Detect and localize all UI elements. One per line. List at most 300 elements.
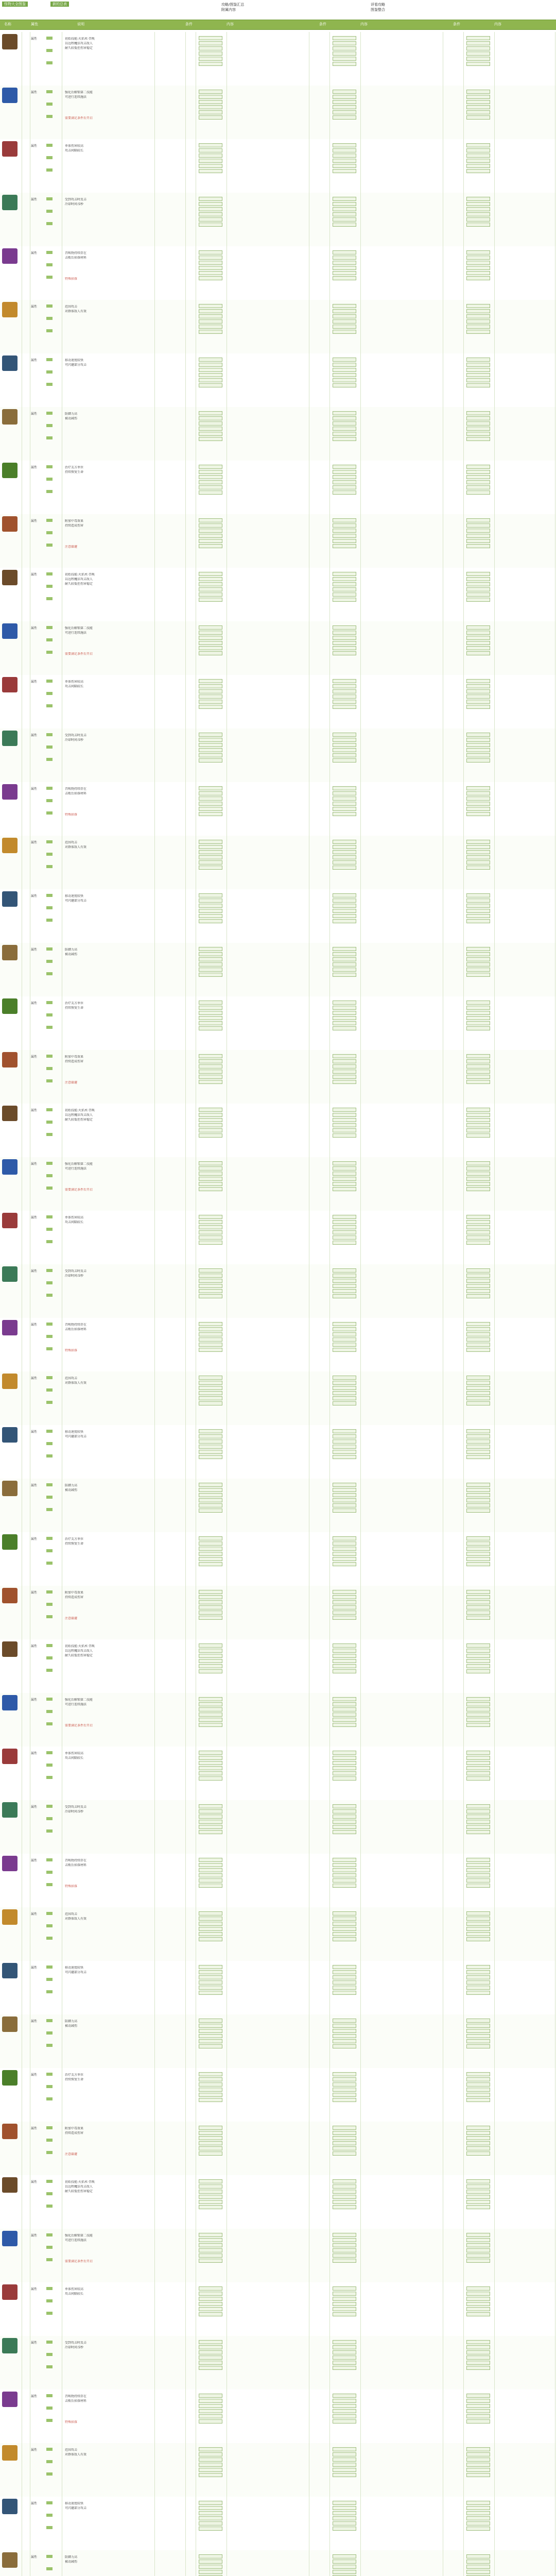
checkbox[interactable] [333,1820,356,1824]
checkbox[interactable] [333,1825,356,1829]
checkbox[interactable] [333,271,356,275]
checkbox[interactable] [333,679,356,683]
checkbox[interactable] [466,1917,490,1921]
checkbox[interactable] [466,46,490,50]
checkbox[interactable] [466,893,490,897]
checkbox[interactable] [466,1021,490,1025]
checkbox[interactable] [199,1878,222,1883]
checkbox[interactable] [199,250,222,255]
checkbox[interactable] [466,383,490,387]
checkbox[interactable] [199,523,222,528]
checkbox[interactable] [199,1113,222,1117]
checkbox[interactable] [333,518,356,522]
checkbox[interactable] [466,1595,490,1599]
checkbox[interactable] [333,2366,356,2370]
checkbox[interactable] [199,2044,222,2048]
checkbox[interactable] [333,325,356,329]
checkbox[interactable] [466,1605,490,1609]
checkbox[interactable] [199,1118,222,1122]
checkbox[interactable] [333,2307,356,2311]
checkbox[interactable] [199,2286,222,2291]
checkbox[interactable] [333,378,356,382]
checkbox[interactable] [199,1595,222,1599]
checkbox[interactable] [199,261,222,265]
checkbox[interactable] [199,1187,222,1191]
checkbox[interactable] [466,866,490,870]
checkbox[interactable] [333,46,356,50]
checkbox[interactable] [466,1070,490,1074]
checkbox[interactable] [466,1455,490,1459]
checkbox[interactable] [199,2521,222,2526]
checkbox[interactable] [466,2516,490,2520]
checkbox[interactable] [333,684,356,688]
checkbox[interactable] [199,2361,222,2365]
checkbox[interactable] [466,855,490,859]
checkbox[interactable] [466,1182,490,1186]
checkbox[interactable] [199,2253,222,2258]
checkbox[interactable] [333,1166,356,1171]
checkbox[interactable] [466,2248,490,2252]
checkbox[interactable] [466,1761,490,1765]
checkbox[interactable] [333,1616,356,1620]
checkbox[interactable] [333,973,356,977]
checkbox[interactable] [199,582,222,586]
checkbox[interactable] [333,1595,356,1599]
checkbox[interactable] [466,582,490,586]
checkbox[interactable] [333,1707,356,1711]
checkbox[interactable] [199,100,222,104]
checkbox[interactable] [466,1220,490,1224]
checkbox[interactable] [199,154,222,158]
checkbox[interactable] [199,534,222,538]
checkbox[interactable] [333,2355,356,2360]
checkbox[interactable] [199,1707,222,1711]
checkbox[interactable] [466,1118,490,1122]
checkbox[interactable] [199,518,222,522]
checkbox[interactable] [199,110,222,114]
checkbox[interactable] [466,1006,490,1010]
checkbox[interactable] [199,1230,222,1234]
checkbox[interactable] [466,684,490,688]
checkbox[interactable] [199,1493,222,1497]
checkbox[interactable] [333,1177,356,1181]
checkbox[interactable] [466,36,490,40]
checkbox[interactable] [333,2034,356,2038]
checkbox[interactable] [333,1503,356,1507]
checkbox[interactable] [199,2414,222,2418]
checkbox[interactable] [466,577,490,581]
checkbox[interactable] [199,159,222,163]
checkbox[interactable] [199,2126,222,2130]
checkbox[interactable] [466,1332,490,1336]
checkbox[interactable] [466,1756,490,1760]
checkbox[interactable] [333,840,356,844]
checkbox[interactable] [333,485,356,489]
checkbox[interactable] [199,2560,222,2564]
checkbox[interactable] [333,470,356,474]
checkbox[interactable] [199,1386,222,1390]
checkbox[interactable] [199,2039,222,2043]
checkbox[interactable] [466,1600,490,1604]
checkbox[interactable] [199,256,222,260]
checkbox[interactable] [333,1268,356,1273]
checkbox[interactable] [199,2093,222,2097]
checkbox[interactable] [199,1498,222,1502]
checkbox[interactable] [466,1878,490,1883]
checkbox[interactable] [466,812,490,816]
checkbox[interactable] [333,169,356,173]
checkbox[interactable] [466,807,490,811]
checkbox[interactable] [333,1128,356,1132]
checkbox[interactable] [199,2292,222,2296]
checkbox[interactable] [199,1401,222,1405]
checkbox[interactable] [466,1980,490,1985]
checkbox[interactable] [333,319,356,324]
checkbox[interactable] [333,330,356,334]
checkbox[interactable] [333,1483,356,1487]
checkbox[interactable] [466,309,490,313]
checkbox[interactable] [199,1006,222,1010]
checkbox[interactable] [199,1429,222,1433]
checkbox[interactable] [199,1268,222,1273]
checkbox[interactable] [466,110,490,114]
checkbox[interactable] [199,1172,222,1176]
checkbox[interactable] [466,1498,490,1502]
checkbox[interactable] [333,2521,356,2526]
checkbox[interactable] [466,2151,490,2156]
checkbox[interactable] [333,57,356,61]
checkbox[interactable] [199,485,222,489]
checkbox[interactable] [199,2307,222,2311]
checkbox[interactable] [199,1241,222,1245]
checkbox[interactable] [333,1322,356,1326]
checkbox[interactable] [199,2184,222,2189]
checkbox[interactable] [466,1235,490,1240]
checkbox[interactable] [466,2238,490,2242]
checkbox[interactable] [199,2468,222,2472]
checkbox[interactable] [333,1284,356,1288]
checkbox[interactable] [466,840,490,844]
checkbox[interactable] [333,411,356,415]
checkbox[interactable] [466,2473,490,2477]
checkbox[interactable] [199,1381,222,1385]
checkbox[interactable] [466,1965,490,1969]
checkbox[interactable] [333,1327,356,1331]
checkbox[interactable] [333,1873,356,1877]
checkbox[interactable] [466,2565,490,2569]
checkbox[interactable] [199,947,222,951]
checkbox[interactable] [466,694,490,699]
checkbox[interactable] [199,411,222,415]
checkbox[interactable] [199,95,222,99]
checkbox[interactable] [466,705,490,709]
checkbox[interactable] [199,1664,222,1668]
checkbox[interactable] [199,796,222,801]
checkbox[interactable] [333,2297,356,2301]
checkbox[interactable] [199,968,222,972]
checkbox[interactable] [333,1054,356,1058]
checkbox[interactable] [333,651,356,655]
checkbox[interactable] [199,416,222,420]
checkbox[interactable] [199,202,222,206]
checkbox[interactable] [199,1294,222,1298]
checkbox[interactable] [333,2292,356,2296]
checkbox[interactable] [466,411,490,415]
checkbox[interactable] [333,2458,356,2462]
checkbox[interactable] [199,1376,222,1380]
checkbox[interactable] [466,164,490,168]
checkbox[interactable] [333,2131,356,2135]
checkbox[interactable] [199,544,222,548]
checkbox[interactable] [199,2501,222,2505]
checkbox[interactable] [333,1064,356,1069]
checkbox[interactable] [199,2340,222,2344]
checkbox[interactable] [333,1557,356,1561]
checkbox[interactable] [333,2253,356,2258]
checkbox[interactable] [199,2297,222,2301]
checkbox[interactable] [466,432,490,436]
checkbox[interactable] [466,733,490,737]
checkbox[interactable] [199,1766,222,1770]
checkbox[interactable] [466,475,490,479]
checkbox[interactable] [466,1279,490,1283]
checkbox[interactable] [466,957,490,961]
checkbox[interactable] [466,2527,490,2531]
checkbox[interactable] [466,919,490,923]
checkbox[interactable] [199,904,222,908]
checkbox[interactable] [199,57,222,61]
checkbox[interactable] [466,2072,490,2076]
checkbox[interactable] [466,1937,490,1941]
checkbox[interactable] [199,2233,222,2237]
checkbox[interactable] [333,812,356,816]
checkbox[interactable] [333,1391,356,1395]
checkbox[interactable] [466,1322,490,1326]
checkbox[interactable] [466,1986,490,1990]
checkbox[interactable] [466,1434,490,1438]
checkbox[interactable] [466,651,490,655]
checkbox[interactable] [199,2302,222,2306]
checkbox[interactable] [333,1172,356,1176]
checkbox[interactable] [199,368,222,372]
checkbox[interactable] [333,1113,356,1117]
checkbox[interactable] [333,2205,356,2209]
checkbox[interactable] [466,2131,490,2135]
checkbox[interactable] [199,1289,222,1293]
checkbox[interactable] [466,148,490,152]
checkbox[interactable] [466,2355,490,2360]
checkbox[interactable] [466,968,490,972]
checkbox[interactable] [466,534,490,538]
checkbox[interactable] [333,592,356,597]
checkbox[interactable] [466,330,490,334]
checkbox[interactable] [466,304,490,308]
checkbox[interactable] [199,1322,222,1326]
checkbox[interactable] [466,1493,490,1497]
checkbox[interactable] [199,919,222,923]
checkbox[interactable] [333,796,356,801]
checkbox[interactable] [333,1016,356,1020]
checkbox[interactable] [466,2292,490,2296]
checkbox[interactable] [466,2458,490,2462]
checkbox[interactable] [466,529,490,533]
checkbox[interactable] [333,1455,356,1459]
checkbox[interactable] [333,539,356,543]
checkbox[interactable] [466,41,490,45]
checkbox[interactable] [333,1343,356,1347]
checkbox[interactable] [199,1161,222,1165]
checkbox[interactable] [199,2565,222,2569]
checkbox[interactable] [333,261,356,265]
checkbox[interactable] [333,1289,356,1293]
checkbox[interactable] [199,587,222,591]
checkbox[interactable] [333,914,356,918]
checkbox[interactable] [199,1123,222,1127]
checkbox[interactable] [199,807,222,811]
checkbox[interactable] [333,1664,356,1668]
checkbox[interactable] [199,271,222,275]
checkbox[interactable] [466,2297,490,2301]
checkbox[interactable] [199,2146,222,2150]
checkbox[interactable] [199,2355,222,2360]
checkbox[interactable] [199,1751,222,1755]
checkbox[interactable] [333,1429,356,1433]
checkbox[interactable] [199,1932,222,1936]
checkbox[interactable] [466,1001,490,1005]
checkbox[interactable] [333,1294,356,1298]
checkbox[interactable] [333,529,356,533]
checkbox[interactable] [333,1541,356,1546]
checkbox[interactable] [199,845,222,849]
checkbox[interactable] [333,1133,356,1138]
checkbox[interactable] [199,1562,222,1566]
checkbox[interactable] [199,212,222,216]
checkbox[interactable] [333,2136,356,2140]
checkbox[interactable] [466,2312,490,2316]
checkbox[interactable] [333,207,356,211]
checkbox[interactable] [466,2146,490,2150]
checkbox[interactable] [199,705,222,709]
checkbox[interactable] [199,1761,222,1765]
checkbox[interactable] [466,2024,490,2028]
checkbox[interactable] [333,1434,356,1438]
checkbox[interactable] [466,1289,490,1293]
checkbox[interactable] [333,909,356,913]
checkbox[interactable] [333,2463,356,2467]
checkbox[interactable] [333,1552,356,1556]
checkbox[interactable] [199,1450,222,1454]
checkbox[interactable] [199,1825,222,1829]
checkbox[interactable] [466,791,490,795]
checkbox[interactable] [333,110,356,114]
checkbox[interactable] [199,791,222,795]
checkbox[interactable] [333,309,356,313]
checkbox[interactable] [333,95,356,99]
checkbox[interactable] [333,2560,356,2564]
checkbox[interactable] [466,909,490,913]
tab-left[interactable]: 怪物大全图鉴 [2,2,28,7]
checkbox[interactable] [199,753,222,757]
checkbox[interactable] [333,159,356,163]
checkbox[interactable] [199,1220,222,1224]
checkbox[interactable] [333,1161,356,1165]
checkbox[interactable] [466,1327,490,1331]
checkbox[interactable] [466,202,490,206]
checkbox[interactable] [199,2452,222,2456]
checkbox[interactable] [199,2259,222,2263]
checkbox[interactable] [333,1702,356,1706]
checkbox[interactable] [333,2141,356,2145]
checkbox[interactable] [466,1873,490,1877]
checkbox[interactable] [199,437,222,441]
checkbox[interactable] [199,164,222,168]
checkbox[interactable] [466,1707,490,1711]
checkbox[interactable] [199,1659,222,1663]
checkbox[interactable] [333,36,356,40]
checkbox[interactable] [333,2044,356,2048]
checkbox[interactable] [466,271,490,275]
checkbox[interactable] [199,2248,222,2252]
checkbox[interactable] [199,1600,222,1604]
checkbox[interactable] [466,421,490,426]
checkbox[interactable] [466,2093,490,2097]
checkbox[interactable] [466,2366,490,2370]
checkbox[interactable] [333,164,356,168]
checkbox[interactable] [466,266,490,270]
checkbox[interactable] [466,641,490,645]
checkbox[interactable] [333,2088,356,2092]
checkbox[interactable] [333,1830,356,1834]
checkbox[interactable] [333,490,356,495]
checkbox[interactable] [333,2527,356,2531]
checkbox[interactable] [466,700,490,704]
checkbox[interactable] [333,383,356,387]
checkbox[interactable] [199,1332,222,1336]
checkbox[interactable] [333,2072,356,2076]
checkbox[interactable] [466,539,490,543]
checkbox[interactable] [199,2195,222,2199]
checkbox[interactable] [199,909,222,913]
checkbox[interactable] [333,1659,356,1663]
checkbox[interactable] [333,1761,356,1765]
checkbox[interactable] [199,694,222,699]
checkbox[interactable] [199,2409,222,2413]
checkbox[interactable] [199,2527,222,2531]
checkbox[interactable] [333,919,356,923]
checkbox[interactable] [333,2195,356,2199]
checkbox[interactable] [199,309,222,313]
checkbox[interactable] [466,2253,490,2258]
checkbox[interactable] [466,1927,490,1931]
checkbox[interactable] [466,2521,490,2526]
checkbox[interactable] [199,1809,222,1814]
checkbox[interactable] [199,786,222,790]
checkbox[interactable] [333,143,356,147]
checkbox[interactable] [333,1756,356,1760]
checkbox[interactable] [466,1064,490,1069]
checkbox[interactable] [199,1396,222,1400]
checkbox[interactable] [333,705,356,709]
checkbox[interactable] [199,684,222,688]
checkbox[interactable] [466,523,490,528]
checkbox[interactable] [333,1991,356,1995]
checkbox[interactable] [466,1172,490,1176]
checkbox[interactable] [466,1274,490,1278]
checkbox[interactable] [199,1016,222,1020]
checkbox[interactable] [333,1225,356,1229]
checkbox[interactable] [333,432,356,436]
checkbox[interactable] [199,758,222,762]
